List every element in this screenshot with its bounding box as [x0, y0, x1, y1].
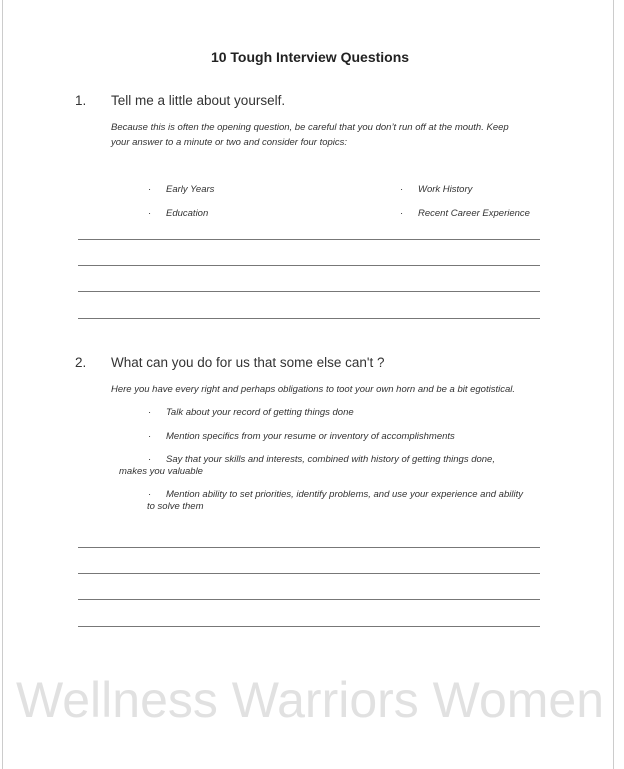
bullet-icon: ·: [148, 407, 152, 418]
question-2-number: 2.: [75, 355, 87, 370]
point-item: Mention specifics from your resume or inventory of accomplishments: [166, 431, 455, 442]
topic-item: Early Years: [166, 184, 215, 195]
bullet-icon: ·: [148, 184, 152, 195]
point-item-cont: makes you valuable: [119, 466, 203, 477]
answer-line: [78, 547, 540, 548]
question-1-intro-line1: Because this is often the opening question, be careful that you don’t run off at the mouth. Keep: [111, 122, 509, 133]
answer-line: [78, 626, 540, 627]
answer-line: [78, 291, 540, 292]
topic-item: Recent Career Experience: [418, 208, 530, 219]
point-item: Mention ability to set priorities, identify problems, and use your experience and ability: [166, 489, 523, 500]
question-1-number: 1.: [75, 93, 87, 108]
question-2-intro: Here you have every right and perhaps obligations to toot your own horn and be a bit egotistical.: [111, 384, 516, 395]
bullet-icon: ·: [148, 489, 152, 500]
point-item: Say that your skills and interests, combined with history of getting things done,: [166, 454, 495, 465]
point-item-cont: to solve them: [147, 501, 204, 512]
topic-item: Education: [166, 208, 209, 219]
answer-line: [78, 573, 540, 574]
question-2-text: What can you do for us that some else can't ?: [111, 355, 385, 370]
point-item: Talk about your record of getting things done: [166, 407, 354, 418]
answer-line: [78, 265, 540, 266]
bullet-icon: ·: [400, 184, 404, 195]
bullet-icon: ·: [400, 208, 404, 219]
bullet-icon: ·: [148, 454, 152, 465]
watermark: Wellness Warriors Women: [15, 672, 605, 728]
answer-line: [78, 239, 540, 240]
bullet-icon: ·: [148, 208, 152, 219]
answer-line: [78, 599, 540, 600]
bullet-icon: ·: [148, 431, 152, 442]
topic-item: Work History: [418, 184, 473, 195]
answer-line: [78, 318, 540, 319]
question-1-intro-line2: your answer to a minute or two and consider four topics:: [111, 137, 348, 148]
document-title: 10 Tough Interview Questions: [210, 49, 410, 65]
question-1-text: Tell me a little about yourself.: [111, 93, 286, 108]
